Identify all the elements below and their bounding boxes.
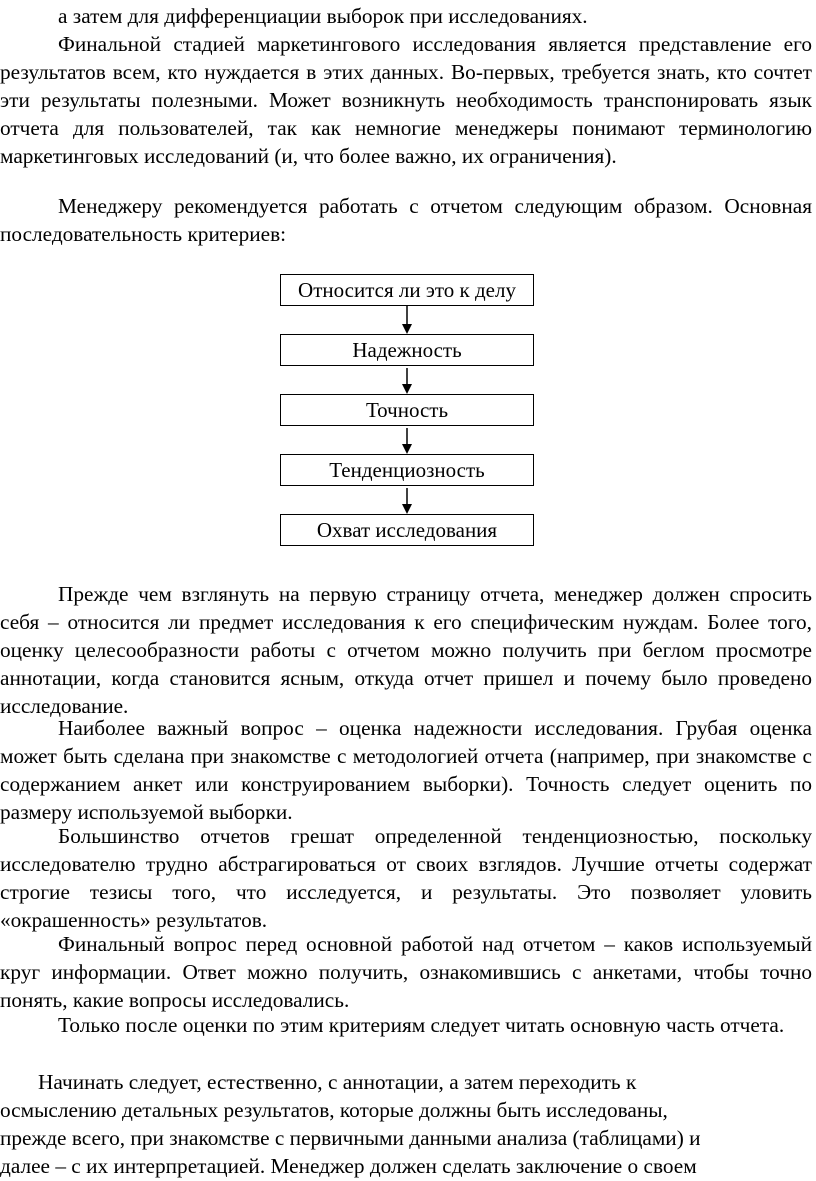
paragraph-reliability: Наиболее важный вопрос – оценка надежности исследования. Грубая оценка может быть сделана при знакомстве с методологией отчета (например, при знакомстве с содержанием анкет или конструированием выборки). Точность следует оценить по размеру используемой выборки. xyxy=(0,716,812,824)
paragraph-coverage: Финальный вопрос перед основной работой над отчетом – каков используемый круг информации. Ответ можно получить, ознакомившись с анкетами, чтобы точно понять, какие вопросы исследовались. xyxy=(0,932,812,1012)
flow-step-label: Относится ли это к делу xyxy=(298,277,516,302)
arrowhead-1 xyxy=(402,324,412,334)
paragraph-manager-recommendation: Менеджеру рекомендуется работать с отчетом следующим образом. Основная последовательность критериев: xyxy=(0,194,812,246)
flow-step-relevance xyxy=(280,274,534,306)
flow-step-label: Тенденциозность xyxy=(329,457,485,482)
arrowhead-3 xyxy=(402,444,412,454)
flow-step-reliability xyxy=(280,334,534,366)
paragraph-annotation-start xyxy=(0,1068,816,1180)
paragraph-final-stage: Финальной стадией маркетингового исследования является представление его результатов всем, кто нуждается в этих данных. Во-первых, требуется знать, кто сочтет эти результаты полезными. Может возникнуть необходимость транспонировать язык отчета для пользователей, так как немногие менеджеры понимают терминологию маркетинговых исследований (и, что более важно, их ограничения). xyxy=(0,32,812,168)
flow-step-label: Охват исследования xyxy=(316,517,498,542)
paragraph-relevance: Прежде чем взглянуть на первую страницу отчета, менеджер должен спросить себя – относится ли предмет исследования к его специфическим нуждам. Более того, оценку целесообразности работы с отчетом можно получить при беглом просмотре аннотации, когда становится ясным, откуда отчет пришел и почему было проведено исследование. xyxy=(0,582,812,718)
paragraph-intro-continuation: а затем для дифференциации выборок при исследованиях. xyxy=(58,4,588,28)
flow-step-bias xyxy=(280,454,534,486)
text-line: прежде всего, при знакомстве с первичными данными анализа (таблицами) и xyxy=(0,1126,701,1150)
paragraph-main-reading: Только после оценки по этим критериям следует читать основную часть отчета. xyxy=(58,1013,785,1037)
flow-step-accuracy xyxy=(280,394,534,426)
text-line: далее – с их интерпретацией. Менеджер должен сделать заключение о своем xyxy=(0,1154,697,1178)
flow-step-label: Точность xyxy=(365,397,449,422)
arrowhead-2 xyxy=(402,384,412,394)
paragraph-bias: Большинство отчетов грешат определенной тенденциозностью, поскольку исследователю трудно абстрагироваться от своих взглядов. Лучшие отчеты содержат строгие тезисы того, что исследуется, и результаты. Это позволяет уловить «окрашенность» результатов. xyxy=(0,824,812,932)
text-line: осмыслению детальных результатов, которые должны быть исследованы, xyxy=(0,1098,668,1122)
criteria-flowchart xyxy=(0,262,816,562)
arrowhead-4 xyxy=(402,504,412,514)
flow-step-coverage xyxy=(280,514,534,546)
text-line: Начинать следует, естественно, с аннотации, а затем переходить к xyxy=(38,1070,637,1094)
flow-step-label: Надежность xyxy=(352,337,462,362)
